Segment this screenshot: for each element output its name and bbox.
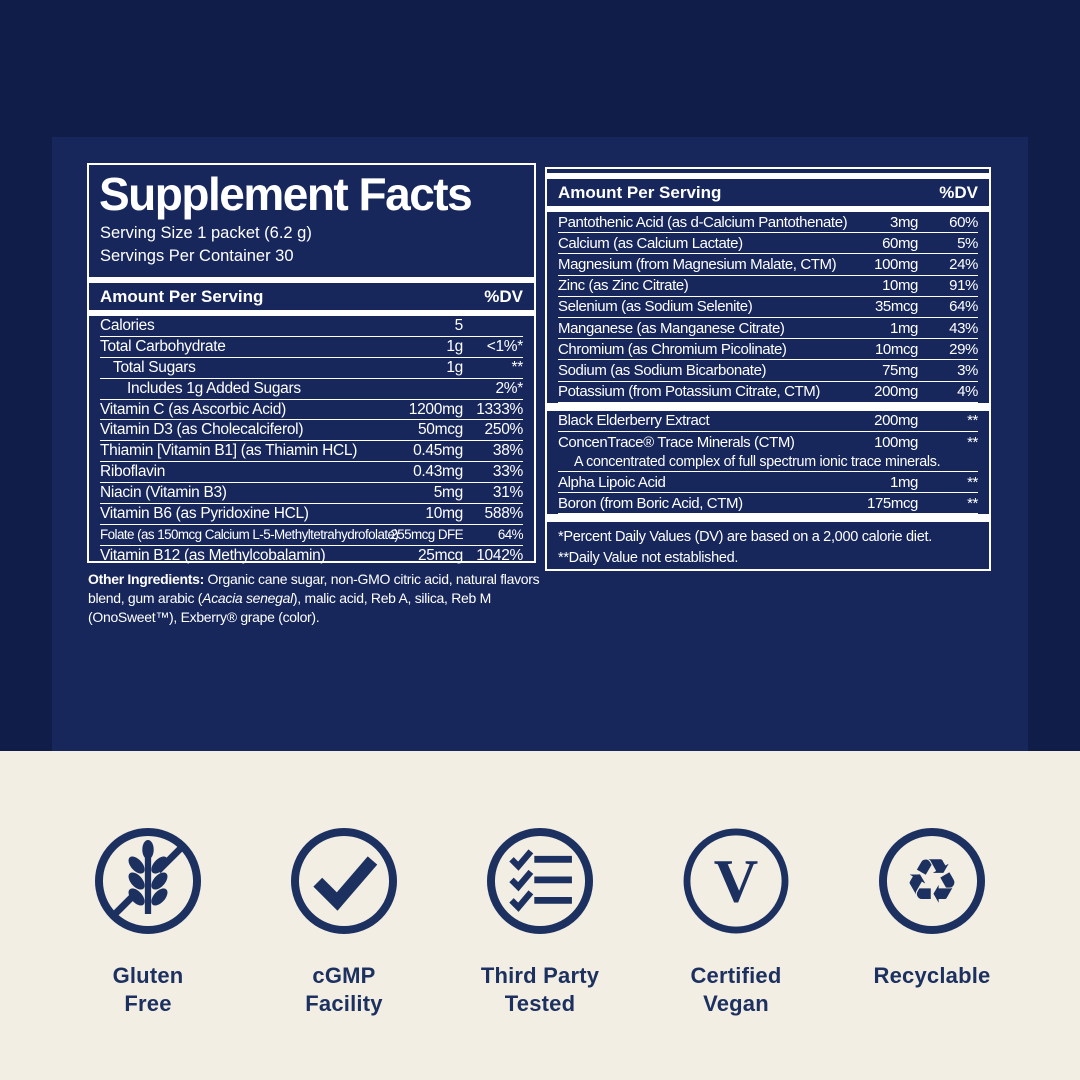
nutrient-amount: 200mg: [874, 412, 918, 430]
nutrient-name: Zinc (as Zinc Citrate): [558, 277, 689, 295]
nutrient-dv: 250%: [484, 421, 523, 439]
nutrient-amount: 1mg: [890, 473, 918, 491]
footnote-line: *Percent Daily Values (DV) are based on a 2,000 calorie diet.: [558, 529, 932, 546]
column-header-amount: Amount Per Serving: [558, 182, 722, 202]
table-row: [100, 483, 523, 504]
nutrient-dv: 24%: [949, 255, 978, 273]
table-row: [558, 360, 978, 381]
nutrient-name: Niacin (Vitamin B3): [100, 484, 227, 502]
table-row: [100, 337, 523, 358]
badge-gluten-free: [88, 824, 208, 1017]
nutrient-amount: 5mg: [433, 484, 463, 502]
nutrient-amount: 60mg: [882, 234, 918, 252]
ingredient-text: Organic cane sugar, non-GMO citric acid, natural flavors blend, gum arabic (: [88, 571, 540, 606]
nutrient-name: Manganese (as Manganese Citrate): [558, 319, 785, 337]
table-row: [558, 339, 978, 360]
table-row: [558, 318, 978, 339]
nutrient-name: Potassium (from Potassium Citrate, CTM): [558, 383, 820, 401]
nutrient-dv: <1%*: [486, 337, 523, 355]
table-row: [558, 472, 978, 493]
table-row: [100, 420, 523, 441]
nutrient-name: Sodium (as Sodium Bicarbonate): [558, 361, 767, 379]
nutrient-amount: 10mg: [425, 504, 463, 522]
badge-recycle: [872, 824, 992, 990]
certification-badges-section: [0, 751, 1080, 1080]
nutrient-name: Calories: [100, 316, 155, 334]
table-row: [100, 358, 523, 379]
nutrient-dv: **: [967, 473, 978, 491]
nutrient-amount: 100mg: [874, 255, 918, 273]
nutrient-amount: 75mg: [882, 361, 918, 379]
nutrient-amount: 1g: [446, 337, 463, 355]
right-nutrient-table: [558, 212, 978, 514]
table-row: [558, 254, 978, 275]
table-row: [100, 462, 523, 483]
nutrient-amount: 3mg: [890, 213, 918, 231]
nutrient-dv: 588%: [484, 504, 523, 522]
nutrient-dv: 43%: [949, 319, 978, 337]
serving-size: Serving Size 1 packet (6.2 g): [100, 224, 312, 242]
supplement-facts-title: Supplement Facts: [99, 168, 472, 220]
nutrient-amount: 25mcg: [417, 547, 463, 565]
table-row: [100, 316, 523, 337]
svg-text:V: V: [713, 847, 759, 916]
nutrient-amount: 1g: [446, 358, 463, 376]
nutrient-name: Includes 1g Added Sugars: [127, 379, 301, 397]
nutrient-amount: 1200mg: [408, 400, 463, 418]
nutrient-name: Vitamin B6 (as Pyridoxine HCL): [100, 504, 309, 522]
nutrient-name: Thiamin [Vitamin B1] (as Thiamin HCL): [100, 442, 358, 460]
nutrient-dv: 33%: [492, 463, 523, 481]
nutrient-dv: 1042%: [476, 547, 523, 565]
table-row: [558, 233, 978, 254]
table-row: [558, 411, 978, 432]
checklist-icon: [483, 824, 597, 938]
nutrient-name: Selenium (as Sodium Selenite): [558, 298, 753, 316]
vegan-v-icon: [679, 824, 793, 938]
nutrient-dv: **: [967, 412, 978, 430]
table-row: [100, 400, 523, 421]
nutrient-amount: 1mg: [890, 319, 918, 337]
nutrient-dv: **: [967, 494, 978, 512]
divider-bar: [547, 403, 989, 411]
daily-value-footnotes: [558, 522, 978, 568]
nutrient-name: Alpha Lipoic Acid: [558, 473, 666, 491]
nutrient-dv: 3%: [957, 361, 978, 379]
supplement-facts-panel-right: [545, 167, 991, 571]
nutrient-amount: 255mcg DFE: [390, 527, 463, 543]
nutrient-dv: 2%*: [495, 379, 523, 397]
nutrient-amount: 175mcg: [867, 494, 918, 512]
badge-checklist: [480, 824, 600, 1017]
nutrient-amount: 200mg: [874, 383, 918, 401]
nutrient-dv: **: [511, 358, 523, 376]
badge-vegan-v: [676, 824, 796, 1017]
nutrient-name: Pantothenic Acid (as d-Calcium Pantothenate): [558, 213, 848, 231]
nutrient-amount: 10mg: [882, 277, 918, 295]
badge-checkmark: [284, 824, 404, 1017]
table-row: [100, 546, 523, 567]
nutrient-name: Vitamin D3 (as Cholecalciferol): [100, 421, 304, 439]
table-row: [100, 525, 523, 546]
nutrient-dv: 31%: [492, 484, 523, 502]
table-row: [558, 382, 978, 403]
footnote-line: **Daily Value not established.: [558, 549, 739, 566]
divider-bar: [547, 514, 989, 522]
table-row: [100, 379, 523, 400]
column-header-dv: %DV: [484, 286, 523, 306]
nutrient-amount: 0.43mg: [413, 463, 463, 481]
column-header: [100, 283, 523, 310]
table-row: [100, 441, 523, 462]
left-nutrient-table: [100, 316, 523, 567]
nutrient-amount: 100mg: [874, 433, 918, 451]
nutrient-name: Vitamin B12 (as Methylcobalamin): [100, 547, 326, 565]
checkmark-icon: [287, 824, 401, 938]
badge-label: Recyclable: [873, 963, 991, 988]
svg-text:♻: ♻: [904, 845, 960, 918]
other-ingredients: [88, 570, 558, 627]
nutrient-amount: 0.45mg: [413, 442, 463, 460]
ingredient-text: ), malic acid, Reb A, silica, Reb M (OnoSweet™), Exberry® grape (color).: [88, 590, 491, 625]
nutrient-name: Vitamin C (as Ascorbic Acid): [100, 400, 286, 418]
nutrient-dv: 64%: [497, 527, 523, 543]
nutrient-name: Magnesium (from Magnesium Malate, CTM): [558, 255, 837, 273]
badge-label: Gluten Free: [112, 963, 184, 1016]
table-row: [558, 432, 978, 453]
latin-name: Acacia senegal: [202, 590, 293, 606]
other-ingredients-label: Other Ingredients:: [88, 571, 204, 587]
table-row: [558, 276, 978, 297]
servings-per-container: Servings Per Container 30: [100, 247, 294, 265]
nutrient-dv: 38%: [492, 442, 523, 460]
column-header-dv: %DV: [939, 182, 978, 202]
table-row: [558, 212, 978, 233]
table-row: [558, 493, 978, 514]
recycle-icon: [875, 824, 989, 938]
nutrient-dv: 60%: [949, 213, 978, 231]
nutrient-name: ConcenTrace® Trace Minerals (CTM): [558, 433, 795, 451]
nutrient-amount: 5: [454, 316, 463, 334]
gluten-free-icon: [91, 824, 205, 938]
table-row: [100, 504, 523, 525]
nutrient-dv: **: [967, 433, 978, 451]
column-header: [558, 179, 978, 206]
row-subnote: A concentrated complex of full spectrum ionic trace minerals.: [558, 453, 978, 472]
nutrient-name: Total Sugars: [113, 358, 196, 376]
nutrient-name: Folate (as 150mcg Calcium L-5-Methyltetrahydrofolate): [100, 527, 399, 543]
column-header-amount: Amount Per Serving: [100, 286, 264, 306]
nutrient-name: Chromium (as Chromium Picolinate): [558, 340, 787, 358]
nutrient-name: Riboflavin: [100, 463, 166, 481]
nutrient-dv: 91%: [949, 277, 978, 295]
nutrient-dv: 5%: [957, 234, 978, 252]
nutrient-dv: 29%: [949, 340, 978, 358]
badge-label: Certified Vegan: [690, 963, 782, 1016]
supplement-facts-panel-left: [87, 163, 536, 563]
nutrient-dv: 1333%: [476, 400, 523, 418]
badge-label: Third Party Tested: [480, 963, 600, 1016]
nutrient-dv: 4%: [957, 383, 978, 401]
nutrient-name: Calcium (as Calcium Lactate): [558, 234, 743, 252]
nutrient-name: Boron (from Boric Acid, CTM): [558, 494, 743, 512]
badge-label: cGMP Facility: [305, 963, 383, 1016]
nutrient-name: Black Elderberry Extract: [558, 412, 710, 430]
nutrient-amount: 35mcg: [874, 298, 918, 316]
table-row: [558, 297, 978, 318]
nutrient-amount: 10mcg: [874, 340, 918, 358]
nutrient-dv: 64%: [949, 298, 978, 316]
nutrient-amount: 50mcg: [417, 421, 463, 439]
nutrient-name: Total Carbohydrate: [100, 337, 226, 355]
